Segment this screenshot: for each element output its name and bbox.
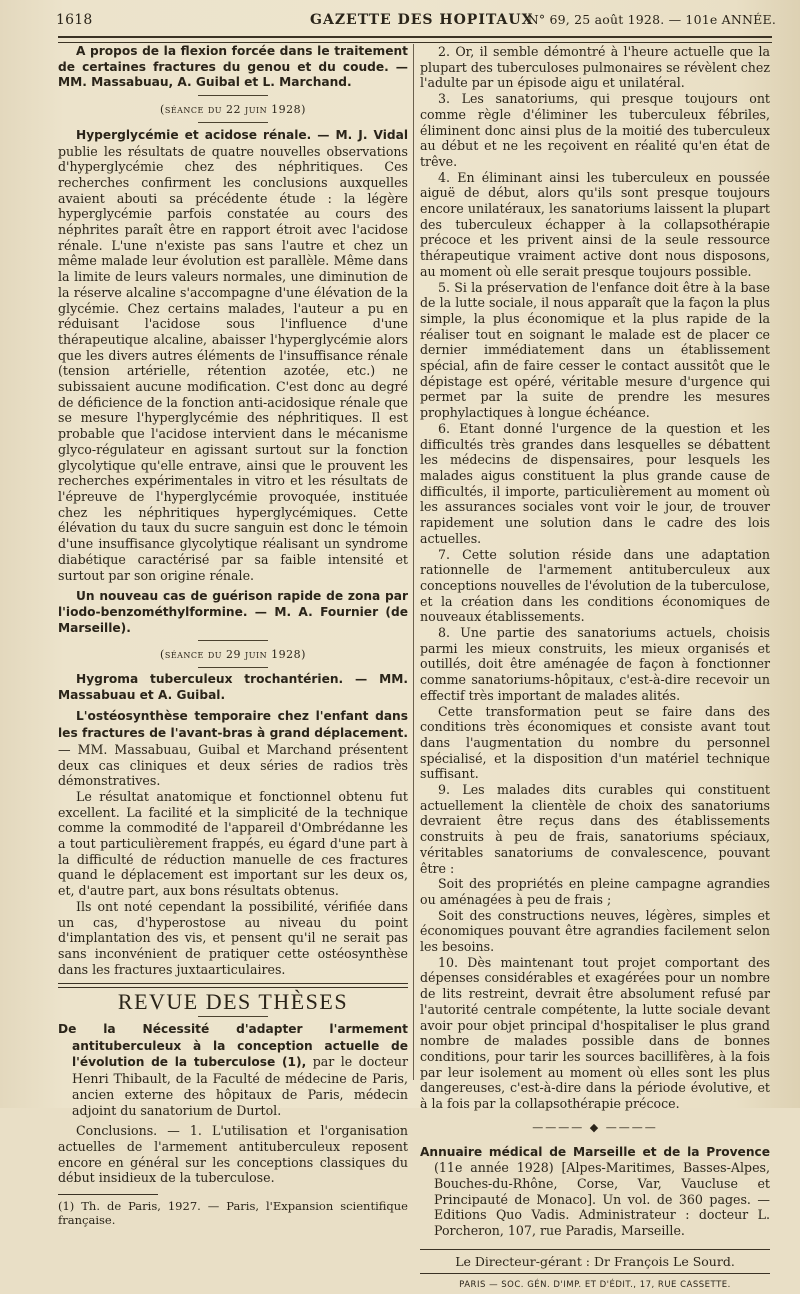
section-rule	[58, 983, 408, 988]
journal-title: GAZETTE DES HOPITAUX	[310, 12, 534, 28]
annuaire-body: (11e année 1928) [Alpes-Maritimes, Basses-Alpes, Bouches-du-Rhône, Corse, Var, Vaucluse et Principauté de Monaco]. Un vol. de 360 pages. — Editions Quo Vadis. Administrateur : docteur L. Porcheron, 107, rue Paradis, Marseille.	[434, 1160, 770, 1239]
these-entry	[58, 1021, 408, 1118]
article-title: Hyperglycémie et acidose rénale. — M. J. Vidal	[76, 127, 408, 142]
article-osteosynthese	[58, 708, 408, 789]
article-body: — MM. Massabuau, Guibal et Marchand présentent deux cas cliniques et deux séries de radios très démonstratives.	[58, 741, 408, 789]
article-hygroma: Hygroma tuberculeux trochantérien. — MM. Massabuau et A. Guibal.	[58, 672, 408, 702]
conclusion-8: 8. Une partie des sanatoriums actuels, choisis parmi les mieux construits, les mieux organisés et outillés, doit être aménagée de façon à fonctionner comme sanatoriums-hôpitaux, c'est-à-dire recevoir un effectif très important de malades alités.	[420, 625, 770, 703]
paragraph: Cette transformation peut se faire dans des conditions très économiques et consiste avant tout dans l'augmentation du nombre du personnel spécialisé, et la disposition d'un matériel technique suffisant.	[420, 703, 770, 782]
seance-heading: (séance du 22 juin 1928)	[160, 103, 306, 117]
these-title: De la Nécessité d'adapter l'armement antituberculeux à la conception actuelle de l'évolution de la tuberculose (1),	[58, 1022, 408, 1070]
these-author: par le docteur Henri Thibault, de la Faculté de médecine de Paris, ancien externe des hôpitaux de Paris, médecin adjoint du sanatorium de Durtol.	[72, 1054, 408, 1118]
page-number: 1618	[56, 12, 93, 28]
separator	[198, 122, 268, 123]
annuaire-title: Annuaire médical de Marseille et de la Provence	[420, 1144, 770, 1159]
seance-heading: (séance du 29 juin 1928)	[160, 648, 306, 662]
conclusion-4: 4. En éliminant ainsi les tuberculeux en poussée aiguë de début, alors qu'ils sont presque toujours encore unilatéraux, les sanatoriums laissent la plupart des tuberculeux échapper à la collapsothérapie précoce et les privent ainsi de la seule ressource thérapeutique vraiment active dont nous disposons, au moment où elle serait presque toujours possible.	[420, 169, 770, 279]
page-header	[56, 12, 776, 34]
article-zona: Un nouveau cas de guérison rapide de zona par l'iodo-benzométhylformine. — M. A. Fournier (de Marseille).	[58, 589, 408, 635]
article-body: publie les résultats de quatre nouvelles observations d'hyperglycémie chez des néphritiques. Ces recherches confirment les conclusions auxquelles avaient abouti sa précédente étude : la légère hyperglycémie parfois constatée au cours des néphrites paraît être en rapport étroit avec l'acidose rénale. L'une n'existe pas sans l'autre et chez un même malade leur évolution est parallèle. Même dans la limite de leurs valeurs normales, une diminution de la réserve alcaline s'accompagne d'une élévation de la glycémie. Chez certains malades, l'auteur a pu en réduisant l'acidose sous l'influence d'une thérapeutique alcaline, abaisser l'hyperglycémie alors que les divers autres éléments de l'insuffisance rénale (tension artérielle, rétention azotée, etc.) ne subissaient aucune modification. C'est donc au degré de déficience de la fonction anti-acidosique rénale que se mesure l'hyperglycémie des néphritiques. Il est probable que l'acidose intervient dans le mécanisme glyco-régulateur en agissant surtout sur la fonction glycolytique qu'elle entrave, ainsi que le prouvent les recherches expérimentales in vitro et les résultats de l'épreuve de l'hyperglycémie provoquée, instituée chez les néphritiques hyperglycémiques. Cette élévation du taux du sucre sanguin est donc le témoin d'une insuffisance glycolytique réalisant un syndrome diabétique caractérisé par sa faible intensité et surtout par son origine rénale.	[58, 143, 408, 583]
ornament-rule: ———— ◆ ————	[532, 1120, 658, 1134]
separator	[198, 95, 268, 96]
director-line: Le Directeur-gérant : Dr François Le Sourd.	[420, 1249, 770, 1275]
issue-info: N° 69, 25 août 1928. — 101e ANNÉE.	[527, 12, 776, 27]
conclusion-7: 7. Cette solution réside dans une adaptation rationnelle de l'armement antituberculeux aux conceptions nouvelles de l'évolution de la tuberculose, et la création dans les conditions économiques de nouveaux établissements.	[420, 546, 770, 625]
paragraph: Soit des constructions neuves, légères, simples et économiques pouvant être agrandies facilement selon les besoins.	[420, 907, 770, 955]
separator	[198, 667, 268, 668]
conclusion-5: 5. Si la préservation de l'enfance doit être à la base de la lutte sociale, il nous apparaît que la façon la plus simple, la plus économique et la plus rapide de la réaliser tout en soignant le malade est de placer ce dernier immédiatement dans un établissement spécial, afin de faire cesser le contact aussitôt que le dépistage est opéré, véritable mesure d'urgence qui permet par la suite de prendre les mesures prophylactiques à longue échéance.	[420, 279, 770, 421]
conclusion-2: 2. Or, il semble démontré à l'heure actuelle que la plupart des tuberculoses pulmonaires se révèlent chez l'adulte par un épisode aigu et unilatéral.	[420, 44, 770, 91]
printer-imprint: PARIS — SOC. GÉN. D'IMP. ET D'ÉDIT., 17, RUE CASSETTE.	[459, 1280, 731, 1291]
right-column	[420, 44, 770, 1294]
annuaire-notice	[420, 1144, 770, 1239]
conclusion-3: 3. Les sanatoriums, qui presque toujours ont comme règle d'éliminer les tuberculeux fébriles, éliminent donc ainsi plus de la moitié des tuberculeux au début et ne les reçoivent en réalité qu'en état de trêve.	[420, 91, 770, 169]
conclusion-10: 10. Dès maintenant tout projet comportant des dépenses considérables et exagérées pour un nombre de lits restreint, devrait être absolument refusé par l'autorité centrale compétente, la lutte sociale devant avoir pour objet principal d'hospitaliser le plus grand nombre de malades possible dans de bonnes conditions, pour tarir les sources bacillifères, à la fois par leur isolement au moment où elles sont les plus dangereuses, c'est-à-dire dans la période évolutive, et à la fois par la collapsothérapie précoce.	[420, 954, 770, 1112]
left-column	[58, 44, 408, 1227]
paragraph: Ils ont noté cependant la possibilité, vérifiée dans un cas, d'hyperostose au niveau du point d'implantation des vis, et pensent qu'il ne serait pas sans inconvénient de pratiquer cette ostéosynthèse dans les fractures juxtaarticulaires.	[58, 898, 408, 977]
paragraph: Soit des propriétés en pleine campagne agrandies ou aménagées à peu de frais ;	[420, 876, 770, 907]
header-rule	[58, 36, 772, 43]
paragraph: Le résultat anatomique et fonctionnel obtenu fut excellent. La facilité et la simplicité de la technique comme la commodité de l'appareil d'Ombrédanne les a tout particulièrement frappés, eu égard d'une part à la difficulté de réduction manuelle de ces fractures quand le déplacement est important sur les deux os, et, d'autre part, aux bons résultats obtenus.	[58, 788, 408, 899]
column-divider	[413, 44, 414, 1080]
separator	[198, 1016, 268, 1017]
conclusion-9: 9. Les malades dits curables qui constituent actuellement la clientèle de choix des sanatoriums devraient être reçus dans des établissements construits à peu de frais, sanatoriums spéciaux, véritables sanatoriums de convalescence, pouvant être :	[420, 782, 770, 876]
article-title: L'ostéosynthèse temporaire chez l'enfant dans les fractures de l'avant-bras à grand déplacement.	[58, 709, 408, 741]
conclusions: Conclusions. — 1. L'utilisation et l'organisation actuelles de l'armement antituberculeux reposent encore en général sur les conceptions classiques du début insidieux de la tuberculose.	[58, 1123, 408, 1186]
separator	[198, 640, 268, 641]
article-hyperglycemie	[58, 127, 408, 583]
section-title: REVUE DES THÈSES	[117, 989, 349, 1015]
article-flexion: A propos de la flexion forcée dans le traitement de certaines fractures du genou et du coude. — MM. Massabuau, A. Guibal et L. Marchand.	[58, 44, 408, 90]
footnote-rule	[58, 1194, 158, 1195]
conclusion-6: 6. Etant donné l'urgence de la question et les difficultés très grandes dans lesquelles se débattent les médecins de dispensaires, pour lesquels les malades aigus constituent la plus grande cause de difficultés, il importe, particulièrement au moment où les assurances sociales vont voir le jour, de trouver rapidement une solution dans le cadre des lois actuelles.	[420, 420, 770, 546]
footnote: (1) Th. de Paris, 1927. — Paris, l'Expansion scientifique française.	[58, 1199, 408, 1228]
